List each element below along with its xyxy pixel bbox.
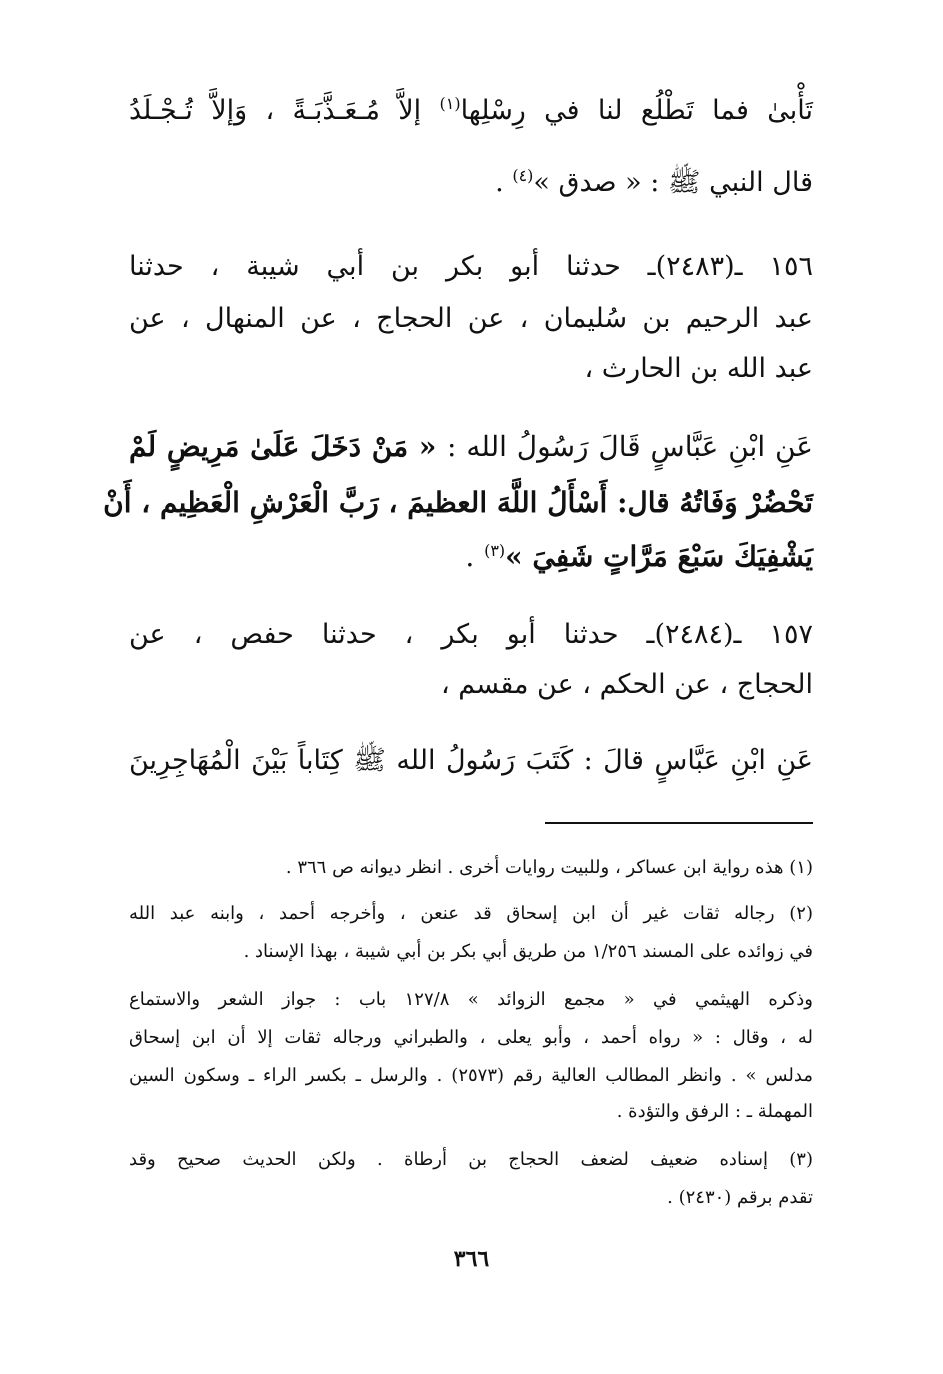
hadith-157-line-3: عَنِ ابْنِ عَبَّاسٍ قالَ : كَتَبَ رَسُولُ الله ﷺ كِتَاباً بَيْنَ الْمُهَاجِرِينَ bbox=[129, 745, 813, 776]
footnote-ref-3: (٣) bbox=[484, 541, 506, 560]
page-number: ٣٦٦ bbox=[453, 1246, 490, 1272]
footnote-2-line-1: (٢) رجاله ثقات غير أن ابن إسحاق قد عنعن ، وأخرجه أحمد ، وابنه عبد الله bbox=[129, 903, 813, 924]
footnote-2-line-3: وذكره الهيثمي في « مجمع الزوائد » ١٢٧/٨ باب : جواز الشعر والاستماع bbox=[129, 989, 813, 1010]
hadith-text-line-2: تَحْضُرْ وَفَاتُهُ قال: أَسْأَلُ اللَّهَ العظيمَ ، رَبَّ الْعَرْشِ الْعَظِيم ، أَنْ bbox=[103, 486, 813, 519]
prophet-reply: قال النبي ﷺ : « صدق » bbox=[533, 167, 813, 198]
verse-first-hemistich: تَأْبىٰ فما تَطْلُع لنا في رِسْلِها bbox=[460, 95, 813, 126]
hadith-quote-end: يَشْفِيَكَ سَبْعَ مَرَّاتٍ شَفِيَ » bbox=[505, 540, 813, 573]
line-end-dot: . bbox=[465, 540, 475, 573]
hadith-156-line-1: ١٥٦ ـ(٢٤٨٣)ـ حدثنا أبو بكر بن أبي شيبة ، حدثنا bbox=[129, 251, 813, 282]
footnote-2-line-2: في زوائده على المسند ١/٢٥٦ من طريق أبي بكر بن أبي شيبة ، بهذا الإسناد . bbox=[243, 941, 813, 962]
hadith-157-line-1: ١٥٧ ـ(٢٤٨٤)ـ حدثنا أبو بكر ، حدثنا حفص ، عن bbox=[129, 619, 813, 650]
footnote-3-line-2: تقدم برقم (٢٤٣٠) . bbox=[667, 1187, 813, 1208]
footnote-1: (١) هذه رواية ابن عساكر ، وللبيت روايات أخرى . انظر ديوانه ص ٣٦٦ . bbox=[285, 857, 813, 878]
footnote-separator bbox=[545, 822, 813, 824]
footnote-ref-1: (١) bbox=[439, 94, 461, 113]
verse-second-hemistich: إلاَّ مُـعَـذَّبَـةً ، وَإلاَّ تُـجْـلَدُ bbox=[129, 95, 422, 126]
verse-line-2 bbox=[129, 168, 813, 198]
hadith-quote-start: « مَنْ دَخَلَ عَلَىٰ مَرِيضٍ لَمْ bbox=[129, 430, 437, 463]
hadith-156-line-2: عبد الرحيم بن سُليمان ، عن الحجاج ، عن المنهال ، عن bbox=[129, 303, 813, 334]
hadith-text-line-3 bbox=[129, 542, 813, 573]
footnote-ref-4: (٤) bbox=[512, 166, 534, 185]
hadith-157-line-2: الحجاج ، عن الحكم ، عن مقسم ، bbox=[440, 669, 813, 700]
footnote-2-line-4: له ، وقال : « رواه أحمد ، وأبو يعلى ، والطبراني ورجاله ثقات إلا أن ابن إسحاق bbox=[129, 1027, 813, 1048]
verse-line-1 bbox=[129, 96, 813, 126]
footnote-3-line-1: (٣) إسناده ضعيف لضعف الحجاج بن أرطاة . ولكن الحديث صحيح وقد bbox=[129, 1149, 813, 1170]
footnote-2-line-5: مدلس » . وانظر المطالب العالية رقم (٢٥٧٣) . والرسل ـ بكسر الراء ـ وسكون السين bbox=[129, 1065, 813, 1086]
hadith-156-line-3: عبد الله بن الحارث ، bbox=[584, 353, 813, 384]
line-end-dot: . bbox=[495, 167, 504, 198]
hadith-text-line-1 bbox=[129, 432, 813, 463]
hadith-lead: عَنِ ابْنِ عَبَّاسٍ قَالَ رَسُولُ الله : bbox=[447, 430, 813, 463]
footnote-2-line-6: المهملة ـ : الرفق والتؤدة . bbox=[616, 1101, 813, 1122]
